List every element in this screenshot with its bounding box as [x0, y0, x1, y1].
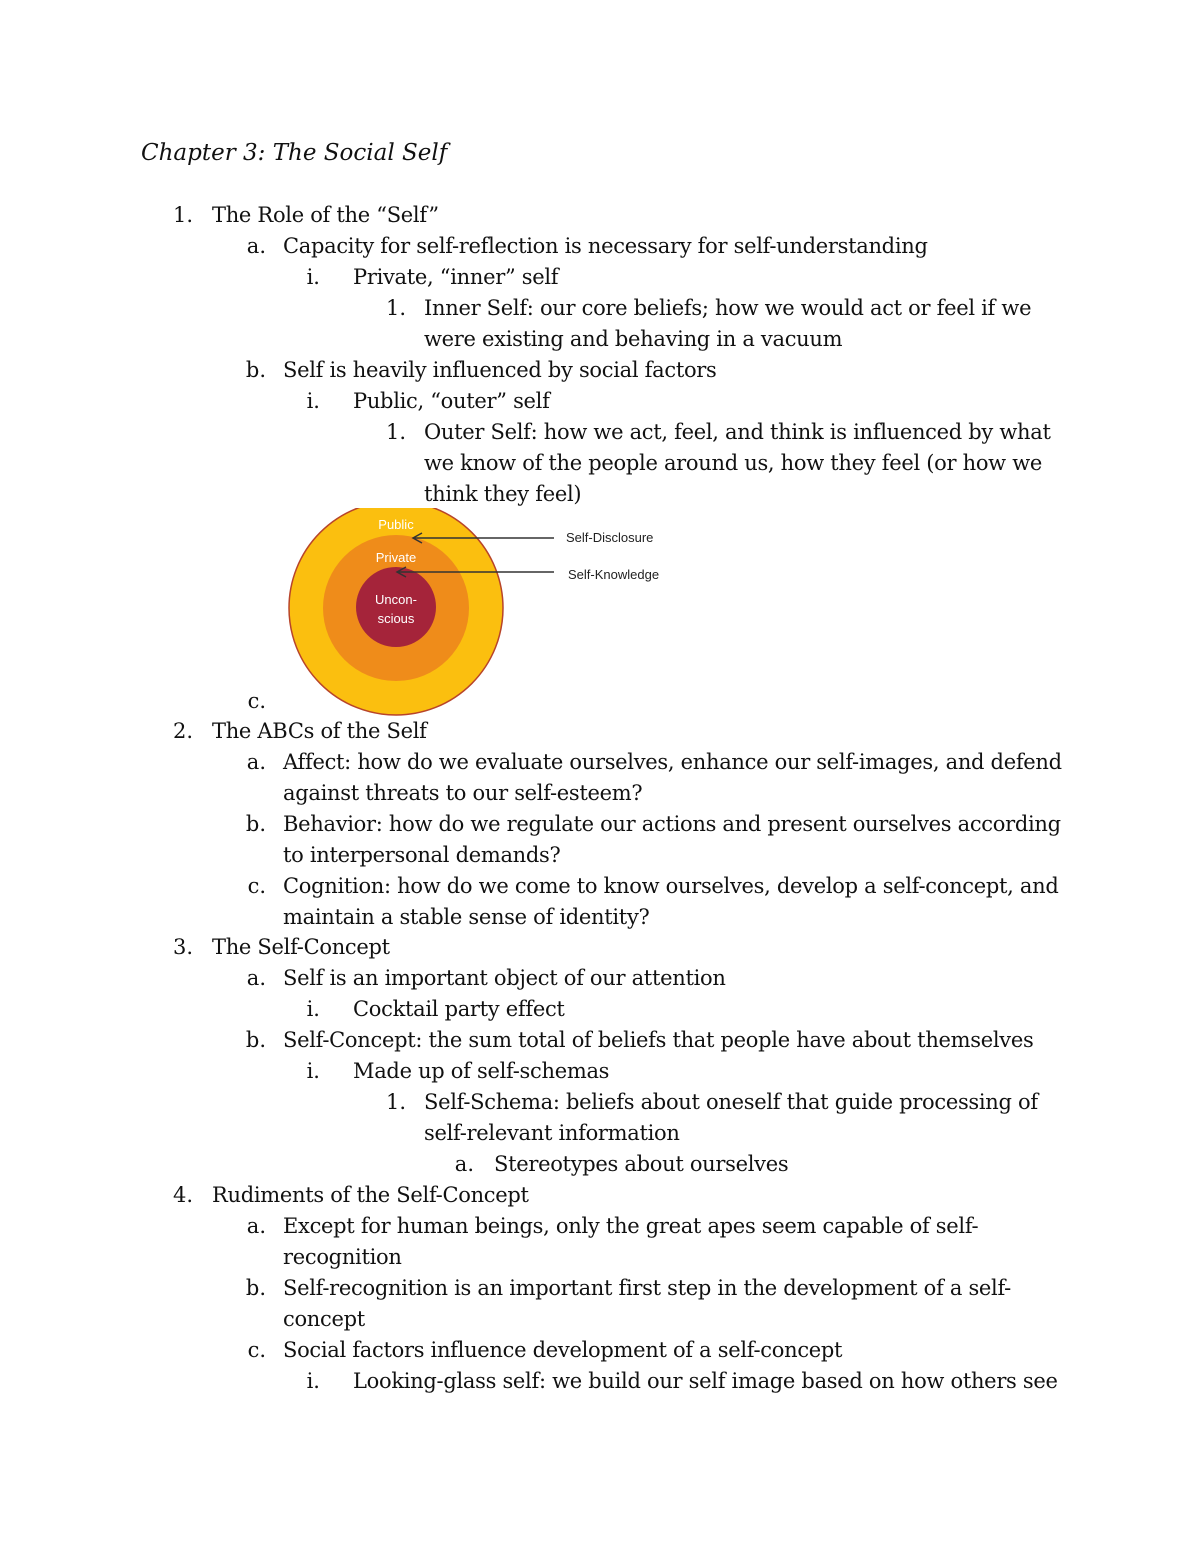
list-item-text: Rudiments of the Self-Concept	[212, 1183, 529, 1207]
private-label: Private	[375, 550, 417, 565]
list-marker: b.	[245, 1028, 266, 1052]
list-item-text: were existing and behaving in a vacuum	[424, 327, 843, 351]
list-item-text: Behavior: how do we regulate our actions and present ourselves according	[283, 812, 1061, 836]
list-marker: i.	[306, 265, 320, 289]
unconscious-label: Uncon-	[375, 592, 417, 607]
list-item-text: Cognition: how do we come to know ourselves, develop a self-concept, and	[283, 874, 1059, 898]
self-knowledge-label: Self-Knowledge	[568, 567, 660, 582]
list-item-text: Self is an important object of our attention	[283, 966, 726, 990]
list-item-text: recognition	[283, 1245, 402, 1269]
list-item-text: The ABCs of the Self	[212, 719, 427, 743]
page-title: Chapter 3: The Social Self	[141, 140, 448, 166]
self-disclosure-label: Self-Disclosure	[566, 530, 654, 545]
list-item-text: think they feel)	[424, 482, 582, 506]
list-marker: 1.	[385, 1090, 406, 1114]
list-item-text: to interpersonal demands?	[283, 843, 561, 867]
list-item-text: Except for human beings, only the great apes seem capable of self-	[283, 1214, 979, 1238]
list-item-text: against threats to our self-esteem?	[283, 781, 643, 805]
list-marker: i.	[306, 997, 320, 1021]
list-marker: i.	[306, 1369, 320, 1393]
list-marker: b.	[245, 1276, 266, 1300]
list-item-text: Self-Concept: the sum total of beliefs that people have about themselves	[283, 1028, 1034, 1052]
list-marker: 4.	[172, 1183, 193, 1207]
list-item-text: The Self-Concept	[212, 935, 390, 959]
list-marker: 2.	[172, 719, 193, 743]
list-marker: b.	[245, 358, 266, 382]
list-item-text: maintain a stable sense of identity?	[283, 905, 650, 929]
list-item-text: self-relevant information	[424, 1121, 680, 1145]
list-marker: a.	[246, 234, 266, 258]
list-marker: a.	[246, 750, 266, 774]
list-item-text: Capacity for self-reflection is necessary for self-understanding	[283, 234, 928, 258]
list-item-text: Public, “outer” self	[353, 389, 550, 413]
list-marker: a.	[246, 966, 266, 990]
list-marker: a.	[246, 1214, 266, 1238]
list-marker: c.	[247, 689, 266, 713]
list-item-text: Self-recognition is an important first step in the development of a self-	[283, 1276, 1011, 1300]
list-marker: 1.	[385, 296, 406, 320]
list-marker: b.	[245, 812, 266, 836]
list-item-text: we know of the people around us, how they feel (or how we	[424, 451, 1043, 475]
list-item-text: concept	[283, 1307, 365, 1331]
list-marker: c.	[247, 1338, 266, 1362]
unconscious-core	[356, 567, 436, 647]
list-item-text: Made up of self-schemas	[353, 1059, 610, 1083]
public-label: Public	[378, 517, 414, 532]
list-item-text: Private, “inner” self	[353, 265, 559, 289]
list-marker: i.	[306, 389, 320, 413]
list-item-text: Cocktail party effect	[353, 997, 565, 1021]
list-item-text: Stereotypes about ourselves	[494, 1152, 789, 1176]
list-marker: 3.	[172, 935, 193, 959]
list-marker: 1.	[385, 420, 406, 444]
list-item-text: Affect: how do we evaluate ourselves, enhance our self-images, and defend	[283, 750, 1062, 774]
list-item-text: Social factors influence development of a self-concept	[283, 1338, 843, 1362]
list-marker: a.	[454, 1152, 474, 1176]
list-marker: i.	[306, 1059, 320, 1083]
list-marker: 1.	[172, 203, 193, 227]
list-item-text: Inner Self: our core beliefs; how we would act or feel if we	[424, 296, 1032, 320]
self-diagram	[286, 508, 706, 718]
list-item-text: Self is heavily influenced by social factors	[283, 358, 717, 382]
list-item-text: Outer Self: how we act, feel, and think is influenced by what	[424, 420, 1051, 444]
list-item-text: Self-Schema: beliefs about oneself that guide processing of	[424, 1090, 1038, 1114]
unconscious-label-2: scious	[377, 611, 415, 626]
list-item-text: Looking-glass self: we build our self image based on how others see	[353, 1369, 1058, 1393]
list-marker: c.	[247, 874, 266, 898]
list-item-text: The Role of the “Self”	[212, 203, 439, 227]
